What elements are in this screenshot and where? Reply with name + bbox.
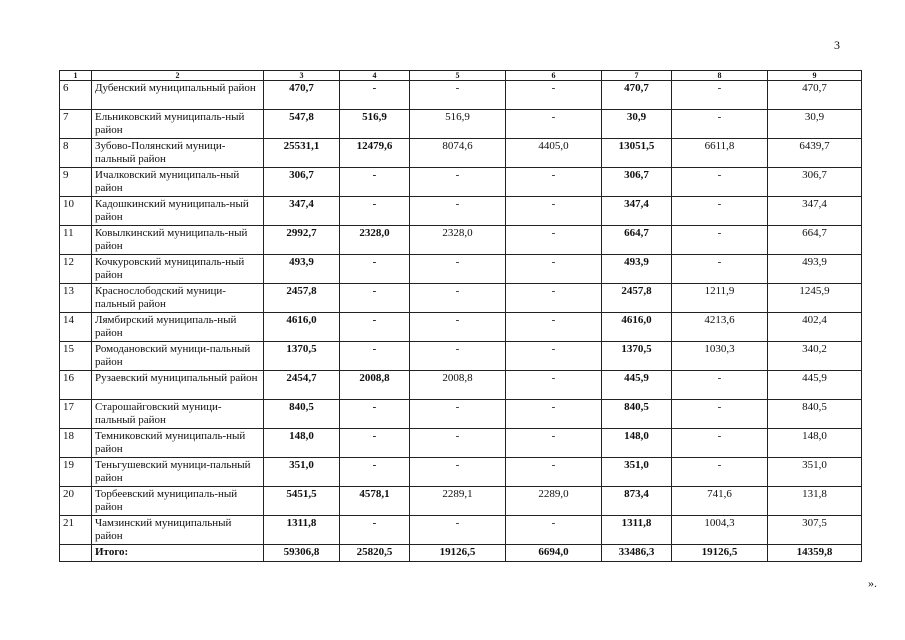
table-row — [60, 516, 862, 545]
value-cell-c7: 351,0 — [602, 458, 672, 487]
value-cell-c6: - — [506, 313, 602, 342]
column-header: 4 — [340, 71, 410, 81]
value-cell-c5: - — [410, 342, 506, 371]
value-cell-c4: - — [340, 168, 410, 197]
value-cell-c7: 873,4 — [602, 487, 672, 516]
value-cell-c5: 2289,1 — [410, 487, 506, 516]
value-cell-c3: 25531,1 — [264, 139, 340, 168]
table-row — [60, 284, 862, 313]
value-cell-c3: 1370,5 — [264, 342, 340, 371]
value-cell-c7: 2457,8 — [602, 284, 672, 313]
table-row — [60, 371, 862, 400]
value-cell-c6: - — [506, 371, 602, 400]
value-cell-c3: 148,0 — [264, 429, 340, 458]
table-row — [60, 342, 862, 371]
value-cell-c3: 493,9 — [264, 255, 340, 284]
table-row — [60, 226, 862, 255]
district-name: Ельниковский муниципаль-ный район — [92, 110, 264, 139]
column-header: 2 — [92, 71, 264, 81]
district-name: Теньгушевский муници-пальный район — [92, 458, 264, 487]
table-row — [60, 400, 862, 429]
value-cell-c5: - — [410, 429, 506, 458]
row-number: 19 — [60, 458, 92, 487]
value-cell-c7: 148,0 — [602, 429, 672, 458]
value-cell-c5: - — [410, 168, 506, 197]
value-cell-c5: - — [410, 197, 506, 226]
table-row — [60, 255, 862, 284]
value-cell-c9: 131,8 — [768, 487, 862, 516]
district-name: Чамзинский муниципальный район — [92, 516, 264, 545]
value-cell-c9: 1245,9 — [768, 284, 862, 313]
row-number: 21 — [60, 516, 92, 545]
district-name: Торбеевский муниципаль-ный район — [92, 487, 264, 516]
value-cell-c5: 8074,6 — [410, 139, 506, 168]
value-cell-c7: 1370,5 — [602, 342, 672, 371]
column-header: 6 — [506, 71, 602, 81]
district-name: Итого: — [92, 545, 264, 562]
value-cell-c8: - — [672, 255, 768, 284]
row-number: 14 — [60, 313, 92, 342]
value-cell-c6: - — [506, 429, 602, 458]
district-name: Кадошкинский муниципаль-ный район — [92, 197, 264, 226]
value-cell-c4: - — [340, 255, 410, 284]
value-cell-c4: - — [340, 400, 410, 429]
value-cell-c9: 148,0 — [768, 429, 862, 458]
value-cell-c8: 6611,8 — [672, 139, 768, 168]
value-cell-c7: 470,7 — [602, 81, 672, 110]
table-body — [60, 81, 862, 562]
district-name: Кочкуровский муниципаль-ный район — [92, 255, 264, 284]
value-cell-c4: - — [340, 342, 410, 371]
value-cell-c8: - — [672, 168, 768, 197]
value-cell-c9: 6439,7 — [768, 139, 862, 168]
value-cell-c5: 2008,8 — [410, 371, 506, 400]
value-cell-c5: - — [410, 400, 506, 429]
value-cell-c6: - — [506, 342, 602, 371]
row-number: 18 — [60, 429, 92, 458]
value-cell-c8: - — [672, 400, 768, 429]
row-number: 10 — [60, 197, 92, 226]
value-cell-c4: 12479,6 — [340, 139, 410, 168]
value-cell-c4: - — [340, 516, 410, 545]
value-cell-c7: 493,9 — [602, 255, 672, 284]
value-cell-c7: 13051,5 — [602, 139, 672, 168]
value-cell-c7: 33486,3 — [602, 545, 672, 562]
value-cell-c6: - — [506, 110, 602, 139]
value-cell-c5: - — [410, 516, 506, 545]
district-name: Зубово-Полянский муници-пальный район — [92, 139, 264, 168]
value-cell-c8: - — [672, 458, 768, 487]
value-cell-c4: - — [340, 197, 410, 226]
row-number: 15 — [60, 342, 92, 371]
value-cell-c5: 516,9 — [410, 110, 506, 139]
value-cell-c5: - — [410, 458, 506, 487]
value-cell-c7: 347,4 — [602, 197, 672, 226]
value-cell-c3: 306,7 — [264, 168, 340, 197]
value-cell-c3: 2454,7 — [264, 371, 340, 400]
value-cell-c3: 5451,5 — [264, 487, 340, 516]
row-number: 8 — [60, 139, 92, 168]
district-name: Ромодановский муници-пальный район — [92, 342, 264, 371]
value-cell-c6: - — [506, 168, 602, 197]
value-cell-c8: 1211,9 — [672, 284, 768, 313]
value-cell-c9: 840,5 — [768, 400, 862, 429]
column-header: 7 — [602, 71, 672, 81]
value-cell-c8: - — [672, 226, 768, 255]
value-cell-c3: 351,0 — [264, 458, 340, 487]
page-number: 3 — [834, 38, 840, 52]
total-row — [60, 545, 862, 562]
value-cell-c5: 2328,0 — [410, 226, 506, 255]
value-cell-c8: 4213,6 — [672, 313, 768, 342]
column-number-header — [60, 71, 862, 81]
value-cell-c9: 14359,8 — [768, 545, 862, 562]
value-cell-c5: - — [410, 313, 506, 342]
district-name: Дубенский муниципальный район — [92, 81, 264, 110]
value-cell-c8: - — [672, 371, 768, 400]
table-row — [60, 429, 862, 458]
table-row — [60, 139, 862, 168]
row-number: 20 — [60, 487, 92, 516]
column-header: 1 — [60, 71, 92, 81]
value-cell-c4: - — [340, 284, 410, 313]
row-number: 7 — [60, 110, 92, 139]
district-name: Рузаевский муниципальный район — [92, 371, 264, 400]
value-cell-c7: 1311,8 — [602, 516, 672, 545]
value-cell-c9: 664,7 — [768, 226, 862, 255]
closing-quote: ». — [868, 576, 877, 590]
row-number: 17 — [60, 400, 92, 429]
value-cell-c7: 445,9 — [602, 371, 672, 400]
value-cell-c9: 347,4 — [768, 197, 862, 226]
row-number: 16 — [60, 371, 92, 400]
value-cell-c6: - — [506, 516, 602, 545]
value-cell-c9: 402,4 — [768, 313, 862, 342]
value-cell-c6: - — [506, 197, 602, 226]
value-cell-c3: 2992,7 — [264, 226, 340, 255]
value-cell-c4: - — [340, 429, 410, 458]
value-cell-c3: 347,4 — [264, 197, 340, 226]
value-cell-c6: - — [506, 255, 602, 284]
value-cell-c3: 4616,0 — [264, 313, 340, 342]
table-row — [60, 197, 862, 226]
value-cell-c4: 2008,8 — [340, 371, 410, 400]
value-cell-c8: - — [672, 110, 768, 139]
value-cell-c7: 4616,0 — [602, 313, 672, 342]
value-cell-c8: 19126,5 — [672, 545, 768, 562]
district-name: Лямбирский муниципаль-ный район — [92, 313, 264, 342]
table-row — [60, 313, 862, 342]
value-cell-c3: 1311,8 — [264, 516, 340, 545]
value-cell-c7: 664,7 — [602, 226, 672, 255]
district-name: Краснослободский муници-пальный район — [92, 284, 264, 313]
value-cell-c5: 19126,5 — [410, 545, 506, 562]
value-cell-c9: 445,9 — [768, 371, 862, 400]
value-cell-c3: 59306,8 — [264, 545, 340, 562]
value-cell-c6: - — [506, 458, 602, 487]
district-name: Ичалковский муниципаль-ный район — [92, 168, 264, 197]
value-cell-c9: 340,2 — [768, 342, 862, 371]
budget-table — [59, 70, 862, 562]
row-number: 12 — [60, 255, 92, 284]
value-cell-c3: 547,8 — [264, 110, 340, 139]
value-cell-c3: 2457,8 — [264, 284, 340, 313]
table-row — [60, 487, 862, 516]
value-cell-c4: 25820,5 — [340, 545, 410, 562]
value-cell-c9: 307,5 — [768, 516, 862, 545]
value-cell-c4: 4578,1 — [340, 487, 410, 516]
value-cell-c6: 2289,0 — [506, 487, 602, 516]
district-name: Темниковский муниципаль-ный район — [92, 429, 264, 458]
value-cell-c9: 351,0 — [768, 458, 862, 487]
value-cell-c5: - — [410, 81, 506, 110]
value-cell-c6: - — [506, 284, 602, 313]
value-cell-c6: - — [506, 81, 602, 110]
value-cell-c7: 840,5 — [602, 400, 672, 429]
district-name: Старошайговский муници-пальный район — [92, 400, 264, 429]
row-number: 13 — [60, 284, 92, 313]
column-header: 5 — [410, 71, 506, 81]
value-cell-c6: - — [506, 400, 602, 429]
value-cell-c8: 741,6 — [672, 487, 768, 516]
value-cell-c6: 4405,0 — [506, 139, 602, 168]
value-cell-c5: - — [410, 255, 506, 284]
value-cell-c4: - — [340, 313, 410, 342]
value-cell-c4: 2328,0 — [340, 226, 410, 255]
value-cell-c3: 840,5 — [264, 400, 340, 429]
value-cell-c9: 470,7 — [768, 81, 862, 110]
value-cell-c4: 516,9 — [340, 110, 410, 139]
table-row — [60, 458, 862, 487]
value-cell-c6: - — [506, 226, 602, 255]
column-header: 8 — [672, 71, 768, 81]
row-number — [60, 545, 92, 562]
value-cell-c4: - — [340, 81, 410, 110]
column-header: 9 — [768, 71, 862, 81]
column-header: 3 — [264, 71, 340, 81]
value-cell-c3: 470,7 — [264, 81, 340, 110]
row-number: 9 — [60, 168, 92, 197]
table-row — [60, 110, 862, 139]
value-cell-c6: 6694,0 — [506, 545, 602, 562]
value-cell-c7: 306,7 — [602, 168, 672, 197]
value-cell-c8: 1030,3 — [672, 342, 768, 371]
district-name: Ковылкинский муниципаль-ный район — [92, 226, 264, 255]
row-number: 6 — [60, 81, 92, 110]
value-cell-c8: - — [672, 429, 768, 458]
value-cell-c9: 306,7 — [768, 168, 862, 197]
value-cell-c5: - — [410, 284, 506, 313]
value-cell-c7: 30,9 — [602, 110, 672, 139]
value-cell-c8: 1004,3 — [672, 516, 768, 545]
table-row — [60, 81, 862, 110]
table-row — [60, 168, 862, 197]
value-cell-c9: 493,9 — [768, 255, 862, 284]
value-cell-c9: 30,9 — [768, 110, 862, 139]
row-number: 11 — [60, 226, 92, 255]
value-cell-c8: - — [672, 81, 768, 110]
value-cell-c8: - — [672, 197, 768, 226]
value-cell-c4: - — [340, 458, 410, 487]
